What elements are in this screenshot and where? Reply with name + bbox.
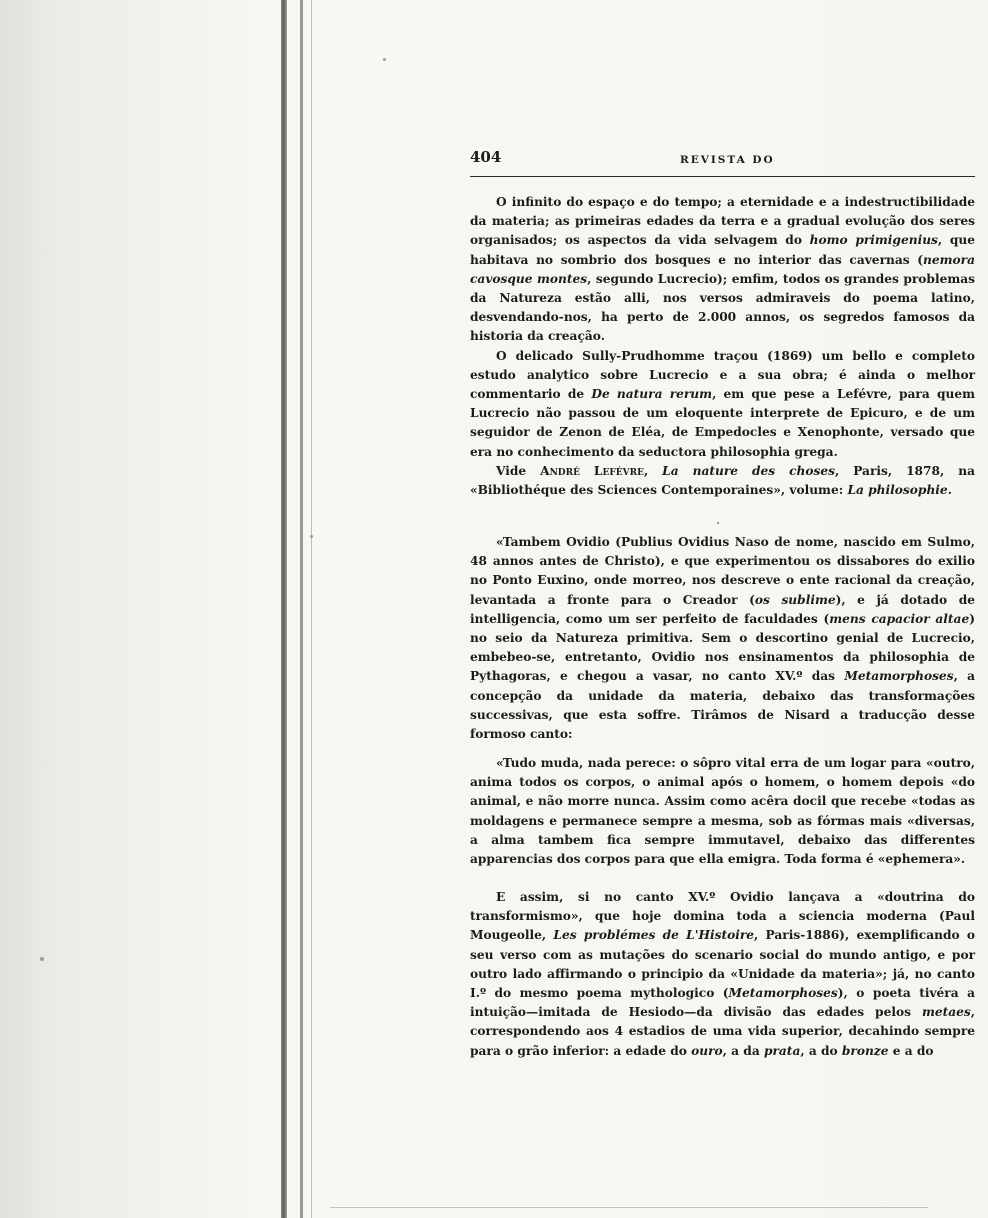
text-section-ovidio <box>470 533 975 744</box>
page-bottom-edge <box>330 1207 928 1208</box>
text-section-quote <box>470 754 975 869</box>
binding-edge-tertiary <box>311 0 312 1218</box>
page-header <box>470 148 975 177</box>
scan-speck <box>717 522 719 524</box>
running-head: REVISTA DO <box>680 154 775 166</box>
paragraph: «Tambem Ovidio (Publius Ovidius Naso de nome, nascido em Sulmo, 48 annos antes de Christo), e que experimentou os dissabores do exilio no Ponto Euxino, onde morreo, nos descreve o ente racional da creação, levantada a fronte para o Creador (os sublime), e já dotado de intelligencia, como um ser perfeito de faculdades (mens capacior altae) no seio da Natureza primitiva. Sem o descortino genial de Lucrecio, embebeo-se, entretanto, Ovidio nos ensinamentos da philosophia de Pythagoras, e chegou a vasar, no canto XV.º das Metamorphoses, a concepção da unidade da materia, debaixo das transformações successivas, que esta soffre. Tirâmos de Nisard a traducção desse formoso canto: <box>470 535 975 742</box>
text-section-lucrecio <box>470 193 975 500</box>
scan-speck <box>383 58 386 61</box>
page-number: 404 <box>470 148 502 166</box>
binding-edge-secondary <box>300 0 303 1218</box>
text-section-transformismo <box>470 888 975 1061</box>
paragraph-quote: «Tudo muda, nada perece: o sôpro vital erra de um logar para «outro, anima todos os corpos, o animal após o homem, o homem depois «do animal, e não morre nunca. Assim como acêra docil que recebe «todas as moldagens e permanece sempre a mesma, sob as fórmas mais «diversas, a alma tambem fica sempre immutavel, debaixo das differentes apparencias dos corpos para que ella emigra. Toda forma é «ephemera». <box>470 756 975 867</box>
binding-edge <box>281 0 287 1218</box>
scan-speck <box>40 957 44 961</box>
scan-speck <box>310 535 313 538</box>
paragraph-reference: Vide André Lefévre, La nature des choses, Paris, 1878, na «Bibliothéque des Sciences Contemporaines», volume: La philosophie. <box>470 463 975 498</box>
paragraph: E assim, si no canto XV.º Ovidio lançava a «doutrina do transformismo», que hoje domina toda a sciencia moderna (Paul Mougeolle, Les problémes de L'Histoire, Paris-1886), exemplificando o seu verso com as mutações do scenario social do mundo antigo, e por outro lado affirmando o principio da «Unidade da materia»; já, no canto I.º do mesmo poema mythologico (Metamorphoses), o poeta tivéra a intuição—imitada de Hesiodo—da divisão das edades pelos metaes, correspondendo aos 4 estadios de uma vida superior, decahindo sempre para o grão inferior: a edade do ouro, a da prata, a do bronze e a do <box>470 890 975 1058</box>
gutter-shadow <box>0 0 270 1218</box>
paragraph: O delicado Sully-Prudhomme traçou (1869) um bello e completo estudo analytico sobre Lucrecio e a sua obra; é ainda o melhor commentario de De natura rerum, em que pese a Lefévre, para quem Lucrecio não passou de um eloquente interprete de Epicuro, e de um seguidor de Zenon de Eléa, de Empedocles e Xenophonte, versado que era no conhecimento da seductora philosophia grega. <box>470 348 975 459</box>
paragraph: O infinito do espaço e do tempo; a eternidade e a indestructibilidade da materia; as primeiras edades da terra e a gradual evolução dos seres organisados; os aspectos da vida selvagem do homo primigenius, que habitava no sombrio dos bosques e no interior das cavernas (nemora cavosque montes, segundo Lucrecio); emfim, todos os grandes problemas da Natureza estão alli, nos versos admiraveis do poema latino, desvendando-nos, ha perto de 2.000 annos, os segredos famosos da historia da creação. <box>470 195 975 344</box>
